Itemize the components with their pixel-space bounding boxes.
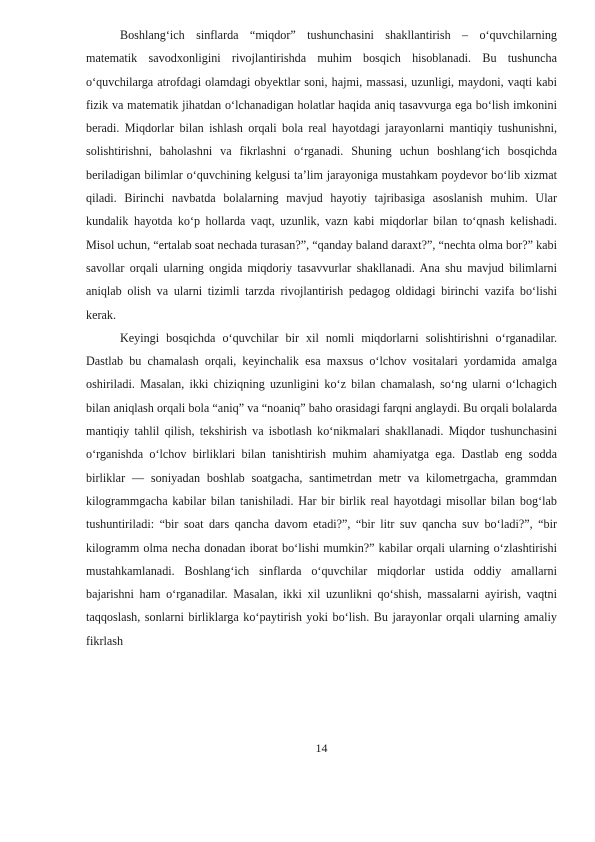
paragraph-2: Keyingi bosqichda o‘quvchilar bir xil nomli miqdorlarni solishtirishni o‘rganadilar. Dastlab bu chamalash orqali, keyinchalik esa maxsus o‘lchov vositalari yordamida amalga oshiriladi. Masalan, ikki chiziqning uzunligini ko‘z bilan chamalash, so‘ng ularni o‘lchagich bilan aniqlash orqali bola “aniq” va “noaniq” baho orasidagi farqni anglaydi. Bu orqali bolalarda mantiqiy tahlil qilish, tekshirish va isbotlash ko‘nikmalari shakllanadi. Miqdor tushunchasini o‘rganishda o‘lchov birliklari bilan tanishtirish muhim ahamiyatga ega. Dastlab eng sodda birliklar — soniyadan boshlab soatgacha, santimetrdan metr va kilometrgacha, grammdan kilogrammgacha kabilar bilan tanishiladi. Har bir birlik real hayotdagi misollar bilan bog‘lab tushuntiriladi: “bir soat dars qancha davom etadi?”, “bir litr suv qancha suv bo‘ladi?”, “bir kilogramm olma necha donadan iborat bo‘lishi mumkin?” kabilar orqali ularning o‘zlashtirishi mustahkamlanadi. Boshlang‘ich sinflarda o‘quvchilar miqdorlar ustida oddiy amallarni bajarishni ham o‘rganadilar. Masalan, ikki xil uzunlikni qo‘shish, massalarni ayirish, vaqtni taqqoslash, sonlarni birliklarga ko‘paytirish yoki bo‘lish. Bu jarayonlar orqali ularning amaliy fikrlash	[86, 330, 557, 648]
text-body	[86, 24, 557, 653]
paragraph-1: Boshlang‘ich sinflarda “miqdor” tushunchasini shakllantirish – o‘quvchilarning matematik savodxonligini rivojlantirishda muhim bosqich hisoblanadi. Bu tushuncha o‘quvchilarga atrofdagi olamdagi obyektlar soni, hajmi, massasi, uzunligi, maydoni, vaqti kabi fizik va matematik jihatdan o‘lchanadigan holatlar haqida aniq tasavvurga ega bo‘lish imkonini beradi. Miqdorlar bilan ishlash orqali bola real hayotdagi jarayonlarni mantiqiy tushunishni, solishtirishni, baholashni va fikrlashni o‘rganadi. Shuning uchun boshlang‘ich bosqichda beriladigan bilimlar o‘quvchining kelgusi ta’lim jarayoniga mustahkam poydevor bo‘lib xizmat qiladi. Birinchi navbatda bolalarning mavjud hayotiy tajribasiga asoslanish muhim. Ular kundalik hayotda ko‘p hollarda vaqt, uzunlik, vazn kabi miqdorlar bilan to‘qnash kelishadi. Misol uchun, “ertalab soat nechada turasan?”, “qanday baland daraxt?”, “nechta olma bor?” kabi savollar orqali ularning ongida miqdoriy tasavvurlar shakllanadi. Ana shu mavjud bilimlarni aniqlab olish va ularni tizimli tarzda rivojlantirish pedagog oldidagi birinchi vazifa bo‘lishi kerak.	[86, 28, 557, 322]
page-number: 14	[315, 741, 328, 755]
